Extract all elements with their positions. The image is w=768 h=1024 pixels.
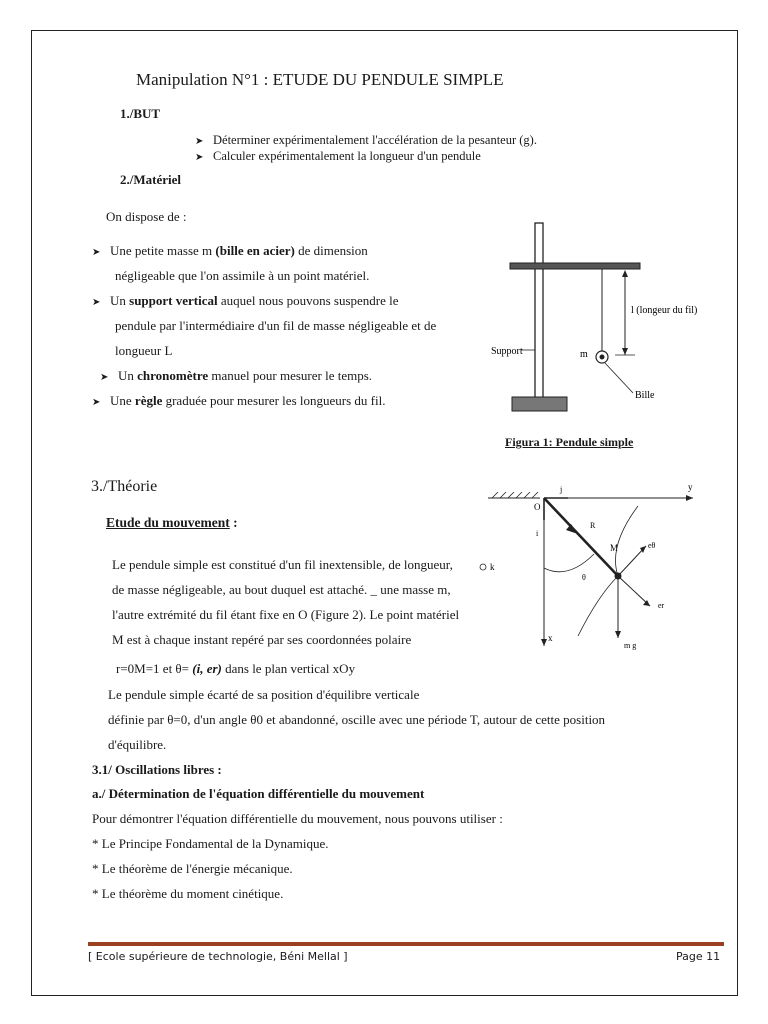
support-label: Support [491,346,523,357]
page-title: Manipulation N°1 : ETUDE DU PENDULE SIMPLE [136,70,504,89]
list-item: * Le théorème de l'énergie mécanique. [92,861,293,876]
list-item: ➤ Calculer expérimentalement la longueur d'un pendule [195,149,481,163]
list-item: * Le théorème du moment cinétique. [92,886,284,901]
trajectory-arc [578,506,638,636]
paragraph-line: Le pendule simple est constitué d'un fil inextensible, de longueur, [112,557,453,572]
arrow-bullet-icon: ➤ [92,297,101,308]
k-vector-icon [480,564,486,570]
svg-text:m g: m g [624,641,637,650]
svg-text:M: M [610,543,619,553]
section-heading-materiel: 2./Matériel [120,172,181,187]
support-base [512,397,567,411]
support-post [535,223,543,405]
ball-label: Bille [635,390,655,401]
svg-text:R: R [590,521,596,530]
arrow-bullet-icon: ➤ [195,136,204,147]
section-heading-oscillations: 3.1/ Oscillations libres : [92,762,222,777]
list-item: ➤ Un support vertical auquel nous pouvons suspendre le [92,293,399,308]
svg-text:eθ: eθ [648,541,656,550]
paragraph-line: Le pendule simple écarté de sa position d'équilibre verticale [108,687,420,702]
arrow-bullet-icon: ➤ [92,397,101,408]
svg-text:θ: θ [582,573,586,582]
svg-text:x: x [548,633,553,643]
page-number: Page 11 [676,950,721,963]
list-item: ➤ Un chronomètre manuel pour mesurer le temps. [100,368,373,383]
list-item-continuation: négligeable que l'on assimile à un point matériel. [115,268,370,283]
list-item-continuation: pendule par l'intermédiaire d'un fil de masse négligeable et de [115,318,437,333]
paragraph-line: de masse négligeable, au bout duquel est attaché. _ une masse m, [112,582,451,597]
svg-text:O: O [534,502,541,512]
figure1-caption: Figura 1: Pendule simple [505,435,634,449]
arrow-bullet-icon: ➤ [195,152,204,163]
paragraph-line: l'autre extrémité du fil étant fixe en O (Figure 2). Le point matériel [112,607,460,622]
support-arm [510,263,640,269]
list-item: ➤ Une règle graduée pour mesurer les longueurs du fil. [92,393,386,408]
list-item: ➤ Déterminer expérimentalement l'accélération de la pesanteur (g). [195,133,537,147]
theta-arc [544,554,594,572]
paragraph-line: Pour démontrer l'équation différentielle du mouvement, nous pouvons utiliser : [92,811,503,826]
list-item-continuation: longueur L [115,343,173,358]
section-heading-theorie: 3./Théorie [91,478,158,495]
subheading-etude: Etude du mouvement : [106,515,238,530]
ceiling-hatch [492,492,538,498]
svg-text:y: y [688,482,693,492]
mass-label: m [580,349,588,360]
length-label: l (longeur du fil) [631,305,698,316]
svg-text:j: j [560,485,563,494]
arrow-bullet-icon: ➤ [100,372,109,383]
figure-pendulum-apparatus [485,215,710,420]
figure-pendulum-diagram [478,476,700,656]
svg-text:er: er [658,601,665,610]
paragraph-line: d'équilibre. [108,737,167,752]
svg-text:k: k [490,562,495,572]
polar-coordinates-line: r=0M=1 et θ= (i, er) dans le plan vertical xOy [116,661,356,676]
svg-text:i: i [536,529,539,538]
list-item: * Le Principe Fondamental de la Dynamique. [92,836,329,851]
subheading-equation: a./ Détermination de l'équation différentielle du mouvement [92,786,425,801]
materiel-intro: On dispose de : [106,209,187,224]
footer-divider [88,942,724,946]
list-item: ➤ Une petite masse m (bille en acier) de dimension [92,243,368,258]
arrow-bullet-icon: ➤ [92,247,101,258]
paragraph-line: M est à chaque instant repéré par ses coordonnées polaire [112,632,412,647]
footer-school: [ Ecole supérieure de technologie, Béni Mellal ] [88,950,348,963]
paragraph-line: définie par θ=0, d'un angle θ0 et abandonné, oscille avec une période T, autour de cette position [108,712,606,727]
section-heading-but: 1./BUT [120,106,161,121]
